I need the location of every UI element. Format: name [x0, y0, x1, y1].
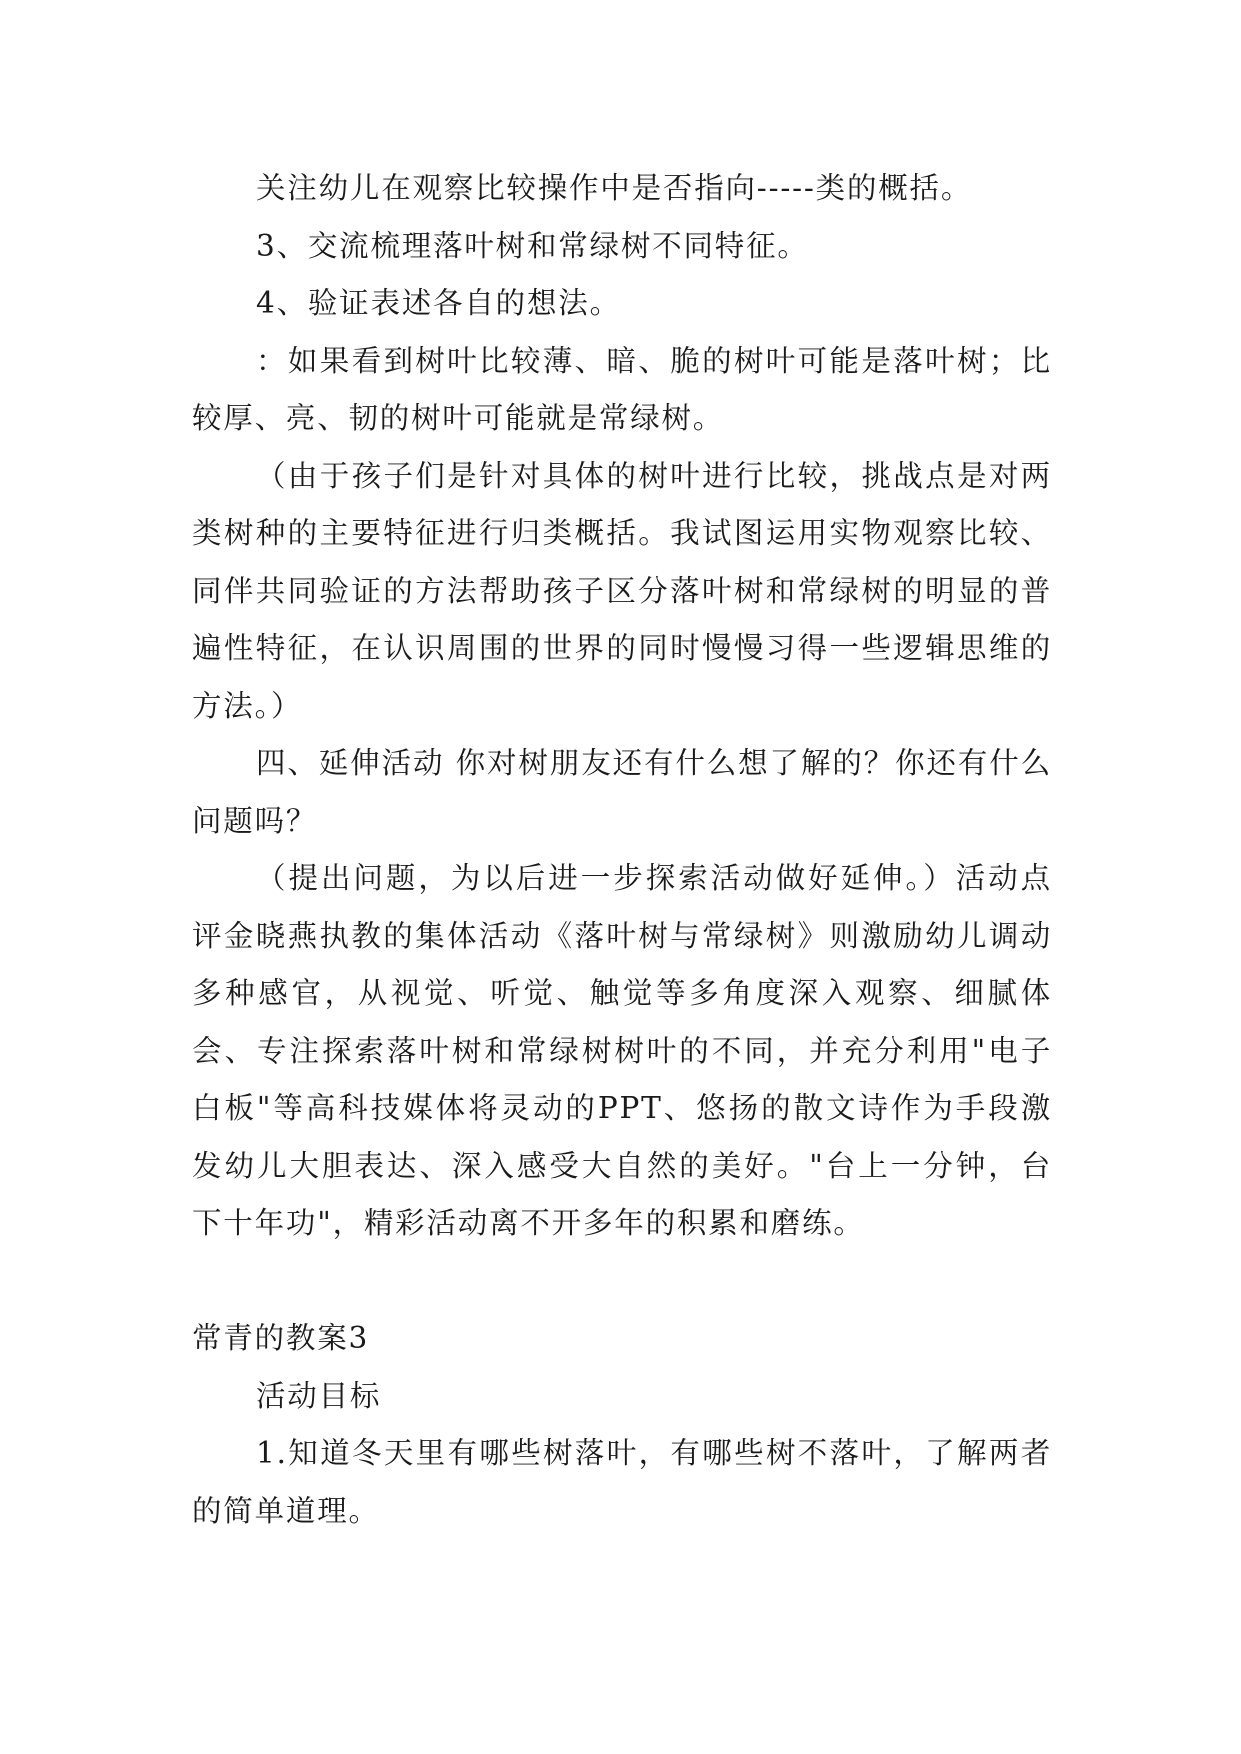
- paragraph-reflection: （由于孩子们是针对具体的树叶进行比较，挑战点是对两类树种的主要特征进行归类概括。我试图运用实物观察比较、同伴共同验证的方法帮助孩子区分落叶树和常绿树的明显的普遍性特征，在认识周围的世界的同时慢慢习得一些逻辑思维的方法。）: [192, 458, 1052, 723]
- paragraph-step-4: 4、验证表述各自的想法。: [256, 286, 621, 320]
- section-title: 常青的教案3: [192, 1321, 370, 1355]
- paragraph-activity-review: （提出问题，为以后进一步探索活动做好延伸。）活动点评金晓燕执教的集体活动《落叶树与常绿树》则激励幼儿调动多种感官，从视觉、听觉、触觉等多角度深入观察、细腻体会、专注探索落叶树和常绿树树叶的不同，并充分利用"电子白板"等高科技媒体将灵动的PPT、悠扬的散文诗作为手段激发幼儿大胆表达、深入感受大自然的美好。"台上一分钟，台下十年功"，精彩活动离不开多年的积累和磨练。: [192, 861, 1052, 1240]
- document-body: [192, 160, 1052, 1540]
- paragraph-step-3: 3、交流梳理落叶树和常绿树不同特征。: [256, 228, 809, 263]
- paragraph-observation-note: 关注幼儿在观察比较操作中是否指向-----类的概括。: [256, 171, 973, 205]
- paragraph-extension-activity: 四、延伸活动 你对树朋友还有什么想了解的？你还有什么问题吗？: [192, 746, 1052, 838]
- paragraph-goal-1: 1.知道冬天里有哪些树落叶，有哪些树不落叶，了解两者的简单道理。: [192, 1436, 1052, 1528]
- paragraph-leaf-summary: ：如果看到树叶比较薄、暗、脆的树叶可能是落叶树；比较厚、亮、韧的树叶可能就是常绿树。: [192, 343, 1052, 435]
- section-spacer: [192, 1253, 1052, 1311]
- paragraph-goals-heading: 活动目标: [256, 1378, 382, 1413]
